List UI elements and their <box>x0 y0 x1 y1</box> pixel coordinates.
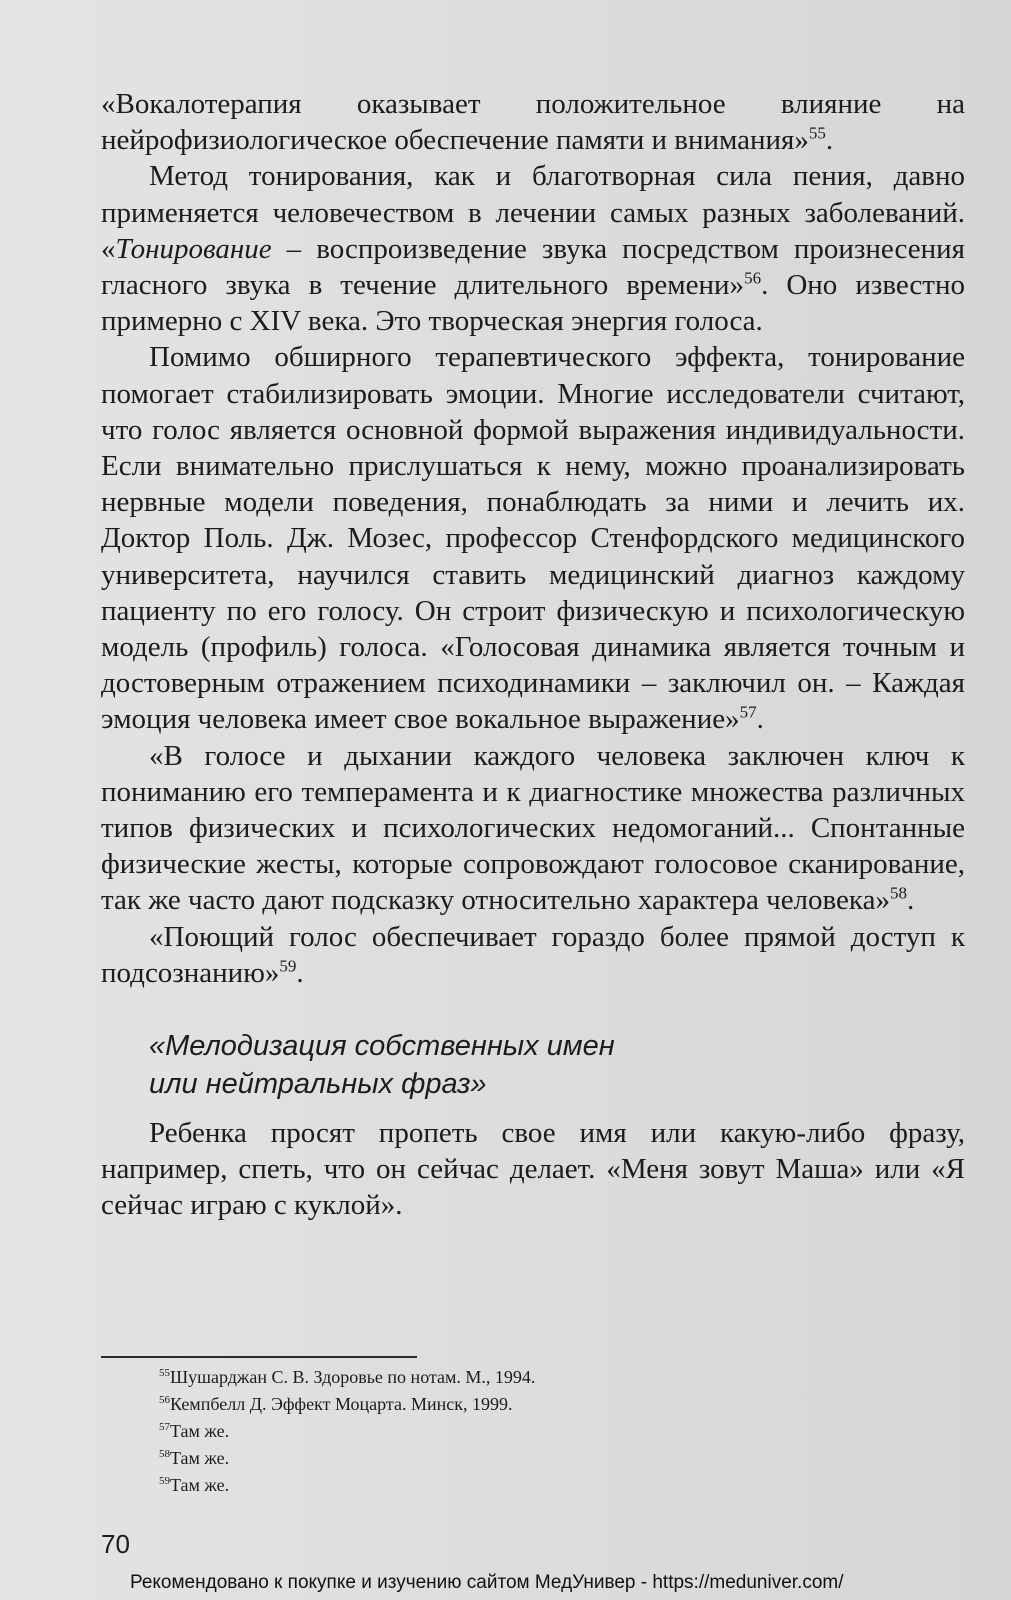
footnote-59: $^{59}$Там же. <box>159 1475 230 1495</box>
term-toning: Тонирование <box>115 232 272 265</box>
paragraph-5: «Поющий голос обеспечивает гораздо более прямой доступ к подсознанию»$^{59}$. <box>101 920 965 989</box>
footnote-57: $^{57}$Там же. <box>159 1421 230 1441</box>
section-heading <box>149 1027 965 1103</box>
footnote-55: $^{55}$Шушарджан С. В. Здоровье по нотам. М., 1994. <box>159 1367 536 1387</box>
paragraph-1: «Вокалотерапия оказывает положительное влияние на нейрофизиологическое обеспечение памяти и внимания»$^{55}$. <box>101 88 965 157</box>
footnotes <box>101 1356 965 1499</box>
footnote-56: $^{56}$Кемпбелл Д. Эффект Моцарта. Минск, 1999. <box>159 1394 513 1414</box>
footnote-ref-58: 58 <box>889 883 907 903</box>
footer-watermark: Рекомендовано к покупке и изучению сайтом МедУнивер - https://meduniver.com/ <box>130 1572 844 1593</box>
footnote-ref-55: 55 <box>808 123 826 143</box>
section-heading-line-2: или нейтральных фраз» <box>149 1068 487 1101</box>
footnote-divider <box>101 1356 417 1358</box>
footnote-58: $^{58}$Там же. <box>159 1448 230 1468</box>
paragraph-4: «В голосе и дыхании каждого человека заключен ключ к пониманию его темперамента и к диагностике множества различных типов физических и психологических недомоганий... Спонтанные физические жесты, которые сопровождают голосовое сканирование, так же часто дают подсказку относительно характера человека»$^{58}$. <box>101 739 965 917</box>
page-number: 70 <box>101 1529 130 1559</box>
paragraph-6: Ребенка просят пропеть свое имя или какую-либо фразу, например, спеть, что он сейчас делает. «Меня зовут Маша» или «Я сейчас играю с куклой». <box>101 1117 965 1222</box>
main-text <box>101 86 965 1224</box>
footnote-ref-57: 57 <box>739 702 757 722</box>
footnote-ref-56: 56 <box>744 268 762 288</box>
paragraph-3: Помимо обширного терапевтического эффекта, тонирование помогает стабилизировать эмоции. Многие исследователи считают, что голос является основной формой выражения индивидуальности. Если внимательно прислушаться к нему, можно проанализировать нервные модели поведения, понаблюдать за ними и лечить их. Доктор Поль. Дж. Мозес, профессор Стенфордского медицинского университета, научился ставить медицинский диагноз каждому пациенту по его голосу. Он строит физическую и психологическую модель (профиль) голоса. «Голосовая динамика является точным и достоверным отражением психодинамики – заключил он. – Каждая эмоция человека имеет свое вокальное выражение»$^{57}$. <box>101 341 965 736</box>
footnote-ref-59: 59 <box>279 956 297 976</box>
section-heading-line-1: «Мелодизация собственных имен <box>149 1030 615 1063</box>
paragraph-2: Метод тонирования, как и благотворная сила пения, давно применяется человечеством в лечении самых разных заболеваний. «Тонирование – воспроизведение звука посредством произнесения гласного звука в течение длительного времени»$^{56}$. Оно известно примерно с XIV века. Это творческая энергия голоса. <box>101 160 965 338</box>
